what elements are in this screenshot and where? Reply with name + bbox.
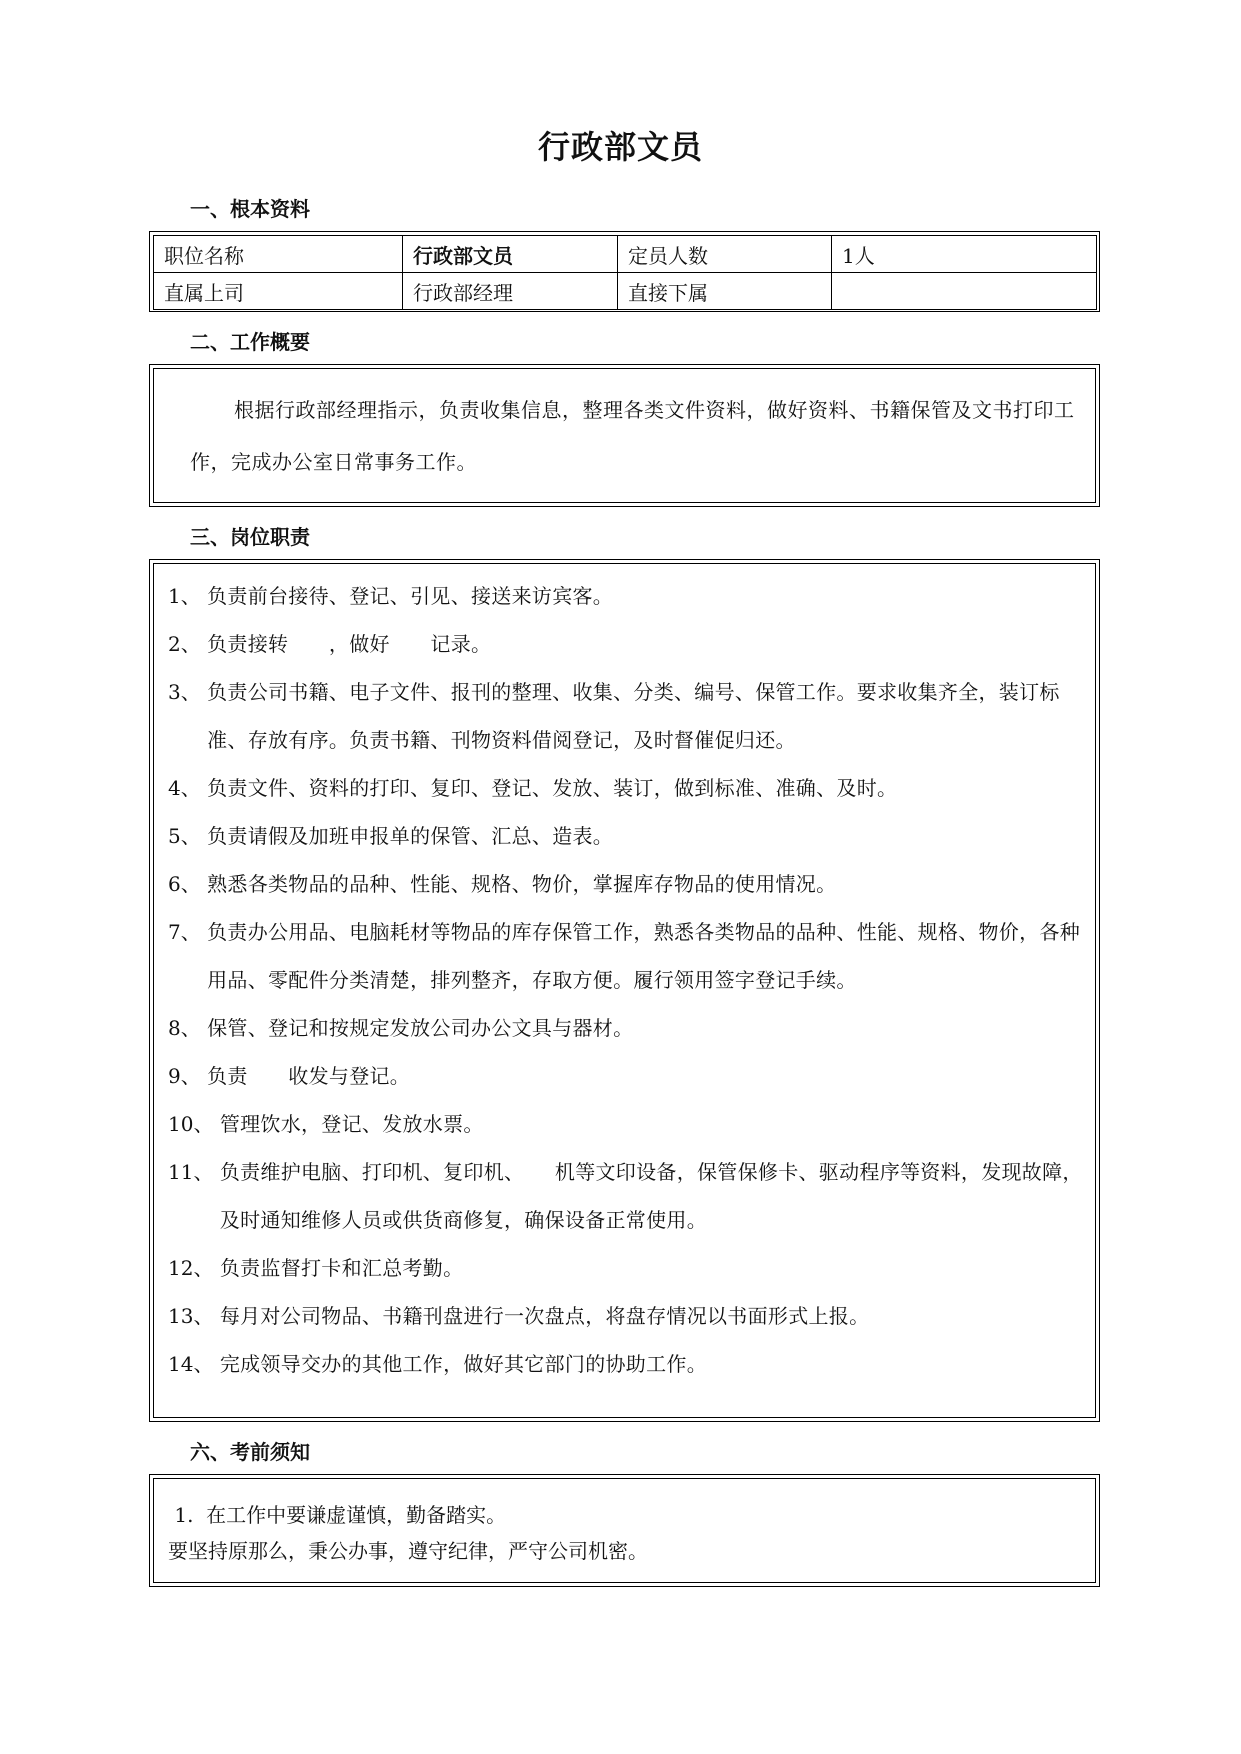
list-item (168, 1340, 1087, 1388)
section-heading-basic: 一、根本资料 (190, 197, 310, 221)
list-item (168, 908, 1087, 1004)
item-text: 每月对公司物品、书籍刊盘进行一次盘点，将盘存情况以书面形式上报。 (219, 1304, 870, 1328)
list-item (168, 812, 1087, 860)
section-heading-summary: 二、工作概要 (190, 330, 310, 354)
list-item (168, 1100, 1087, 1148)
supervisor-value: 行政部经理 (403, 273, 618, 310)
item-text: 负责维护电脑、打印机、复印机、 机等文印设备，保管保修卡、驱动程序等资料，发现故障，及时通知维修人员或供货商修复，确保设备正常使用。 (219, 1160, 1083, 1232)
item-number: 1、 (168, 584, 208, 608)
item-number: 11、 (168, 1160, 220, 1184)
item-text: 负责前台接待、登记、引见、接送来访宾客。 (207, 584, 614, 608)
duties-box (149, 559, 1100, 1422)
item-number: 9、 (168, 1064, 208, 1088)
item-text: 负责文件、资料的打印、复印、登记、发放、装订，做到标准、准确、及时。 (207, 776, 898, 800)
item-text: 保管、登记和按规定发放公司办公文具与器材。 (207, 1016, 634, 1040)
subordinates-value (832, 273, 1097, 310)
summary-text: 根据行政部经理指示，负责收集信息，整理各类文件资料，做好资料、书籍保管及文书打印工作，完成办公室日常事务工作。 (190, 398, 1075, 474)
item-number: 5、 (168, 824, 208, 848)
list-item (168, 1292, 1087, 1340)
item-text: 负责 收发与登记。 (207, 1064, 411, 1088)
basic-info-table (149, 231, 1100, 312)
list-item (168, 1004, 1087, 1052)
item-text: 负责监督打卡和汇总考勤。 (219, 1256, 464, 1280)
item-number: 6、 (168, 872, 208, 896)
list-item (168, 620, 1087, 668)
item-text: 熟悉各类物品的品种、性能、规格、物价，掌握库存物品的使用情况。 (207, 872, 837, 896)
headcount-label: 定员人数 (618, 236, 832, 273)
item-text: 负责请假及加班申报单的保管、汇总、造表。 (207, 824, 614, 848)
list-item (168, 1148, 1087, 1244)
notes-line-2: 要坚持原那么，秉公办事，遵守纪律，严守公司机密。 (168, 1539, 648, 1563)
item-number: 8、 (168, 1016, 208, 1040)
position-name-value: 行政部文员 (403, 236, 618, 273)
item-number: 13、 (168, 1304, 220, 1328)
section-heading-duties: 三、岗位职责 (190, 525, 310, 549)
supervisor-label: 直属上司 (154, 273, 403, 310)
summary-box (149, 364, 1100, 507)
section-heading-notes: 六、考前须知 (190, 1440, 310, 1464)
notes-box (149, 1474, 1100, 1587)
list-item (168, 668, 1087, 764)
item-number: 2、 (168, 632, 208, 656)
notes-line-1: 1. 在工作中要谦虚谨慎，勤备踏实。 (168, 1503, 507, 1527)
item-text: 负责接转 ，做好 记录。 (207, 632, 492, 656)
item-text: 负责办公用品、电脑耗材等物品的库存保管工作，熟悉各类物品的品种、性能、规格、物价，各种用品、零配件分类清楚，排列整齐，存取方便。履行领用签字登记手续。 (207, 920, 1080, 992)
table-row (154, 236, 1097, 273)
duties-list (168, 572, 1087, 1388)
item-text: 负责公司书籍、电子文件、报刊的整理、收集、分类、编号、保管工作。要求收集齐全，装订标准、存放有序。负责书籍、刊物资料借阅登记，及时督催促归还。 (207, 680, 1060, 752)
item-number: 3、 (168, 680, 208, 704)
item-number: 4、 (168, 776, 208, 800)
subordinates-label: 直接下属 (618, 273, 832, 310)
item-number: 7、 (168, 920, 208, 944)
position-name-label: 职位名称 (154, 236, 403, 273)
list-item (168, 860, 1087, 908)
list-item (168, 1244, 1087, 1292)
item-text: 完成领导交办的其他工作，做好其它部门的协助工作。 (219, 1352, 708, 1376)
item-number: 14、 (168, 1352, 220, 1376)
list-item (168, 764, 1087, 812)
notes-text (168, 1497, 1085, 1569)
list-item (168, 1052, 1087, 1100)
table-row (154, 273, 1097, 310)
item-text: 管理饮水，登记、发放水票。 (219, 1112, 484, 1136)
headcount-value: 1人 (832, 236, 1097, 273)
page-title: 行政部文员 (537, 128, 703, 166)
list-item (168, 572, 1087, 620)
item-number: 12、 (168, 1256, 220, 1280)
item-number: 10、 (168, 1112, 220, 1136)
